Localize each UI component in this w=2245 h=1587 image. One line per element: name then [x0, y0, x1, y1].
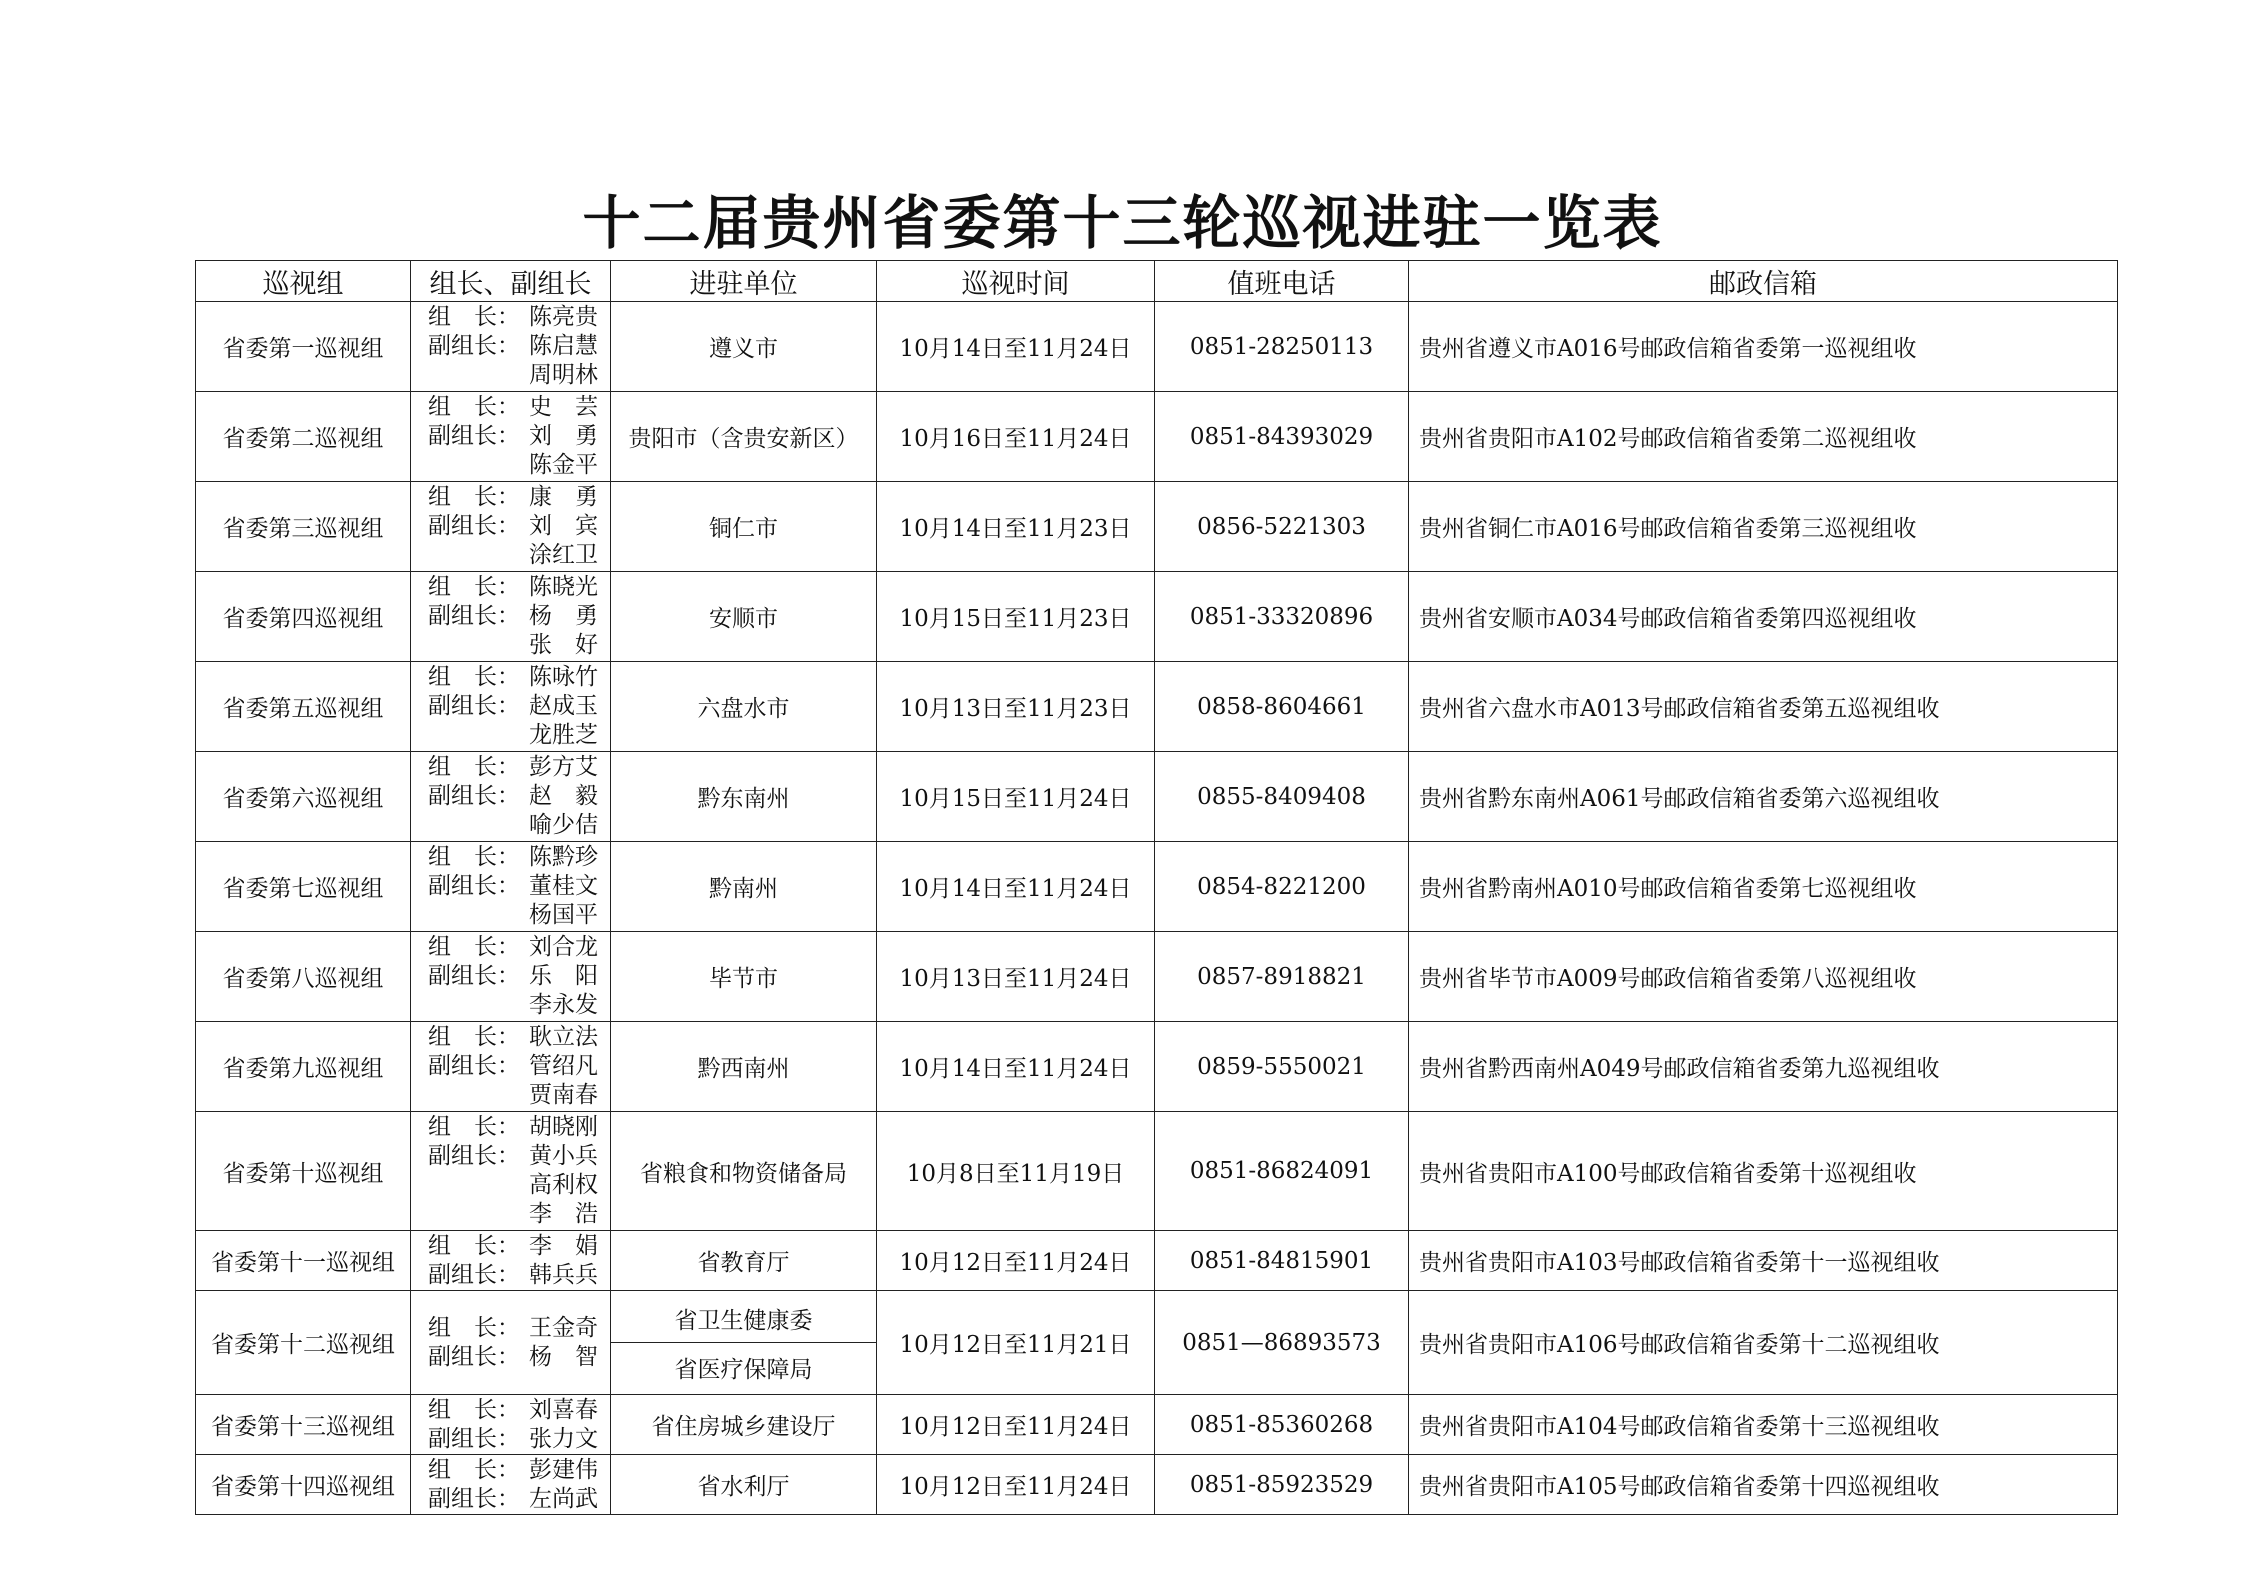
deputy-label: 副组长：: [428, 783, 520, 809]
group-cell: 省委第三巡视组: [196, 482, 411, 572]
leader-label: 组 长：: [428, 1314, 520, 1341]
period-cell: 10月14日至11月24日: [877, 302, 1155, 392]
unit-cell: 省粮食和物资储备局: [611, 1112, 877, 1231]
leader-label: 组 长：: [428, 754, 520, 780]
deputy-label: 副组长：: [428, 333, 520, 359]
table-row: [196, 842, 2118, 932]
leaders-cell: [411, 842, 611, 932]
group-cell: 省委第四巡视组: [196, 572, 411, 662]
phone-cell: 0851—86893573: [1155, 1291, 1409, 1395]
header-unit: 进驻单位: [611, 261, 877, 302]
deputy-name: 管绍凡: [529, 1053, 598, 1079]
table-header-row: [196, 261, 2118, 302]
unit-cell: 遵义市: [611, 302, 877, 392]
deputy-label: 副组长：: [428, 1343, 520, 1370]
mailbox-cell: 贵州省贵阳市A103号邮政信箱省委第十一巡视组收: [1409, 1231, 2118, 1291]
leaders-cell: [411, 1231, 611, 1291]
table-row: [196, 392, 2118, 482]
group-cell: 省委第十二巡视组: [196, 1291, 411, 1395]
leader-name: 彭建伟: [529, 1456, 598, 1483]
phone-cell: 0851-84393029: [1155, 392, 1409, 482]
header-mailbox: 邮政信箱: [1409, 261, 2118, 302]
period-cell: 10月12日至11月24日: [877, 1231, 1155, 1291]
mailbox-cell: 贵州省黔西南州A049号邮政信箱省委第九巡视组收: [1409, 1022, 2118, 1112]
deputy-label: 副组长：: [428, 873, 520, 899]
leader-name: 王金奇: [529, 1314, 598, 1341]
leader-name: 陈咏竹: [529, 664, 598, 690]
mailbox-cell: 贵州省六盘水市A013号邮政信箱省委第五巡视组收: [1409, 662, 2118, 752]
group-cell: 省委第二巡视组: [196, 392, 411, 482]
mailbox-cell: 贵州省贵阳市A106号邮政信箱省委第十二巡视组收: [1409, 1291, 2118, 1395]
period-cell: 10月13日至11月23日: [877, 662, 1155, 752]
table-row: [196, 1291, 2118, 1395]
table-row: [196, 482, 2118, 572]
deputy-name: 周明林: [529, 362, 598, 388]
leader-name: 陈亮贵: [529, 304, 598, 330]
deputy-label: 副组长：: [428, 1261, 520, 1288]
deputy-name: 龙胜芝: [529, 722, 598, 748]
table-row: [196, 1231, 2118, 1291]
table-row: [196, 662, 2118, 752]
deputy-name: 杨 勇: [529, 603, 598, 629]
table-row: [196, 752, 2118, 842]
deputy-label: 副组长：: [428, 1485, 520, 1512]
deputy-name: 左尚武: [529, 1485, 598, 1512]
phone-cell: 0851-84815901: [1155, 1231, 1409, 1291]
leader-label: 组 长：: [428, 1232, 520, 1259]
deputy-label: 副组长：: [428, 963, 520, 989]
leaders-cell: [411, 302, 611, 392]
deputy-name: 韩兵兵: [529, 1261, 598, 1288]
deputy-name: 陈金平: [529, 452, 598, 478]
phone-cell: 0851-85923529: [1155, 1455, 1409, 1515]
leader-name: 刘合龙: [529, 934, 598, 960]
leaders-cell: [411, 1291, 611, 1395]
leader-name: 胡晓刚: [529, 1114, 598, 1140]
table-row: [196, 932, 2118, 1022]
deputy-name: 黄小兵: [529, 1143, 598, 1169]
leaders-cell: [411, 482, 611, 572]
period-cell: 10月12日至11月21日: [877, 1291, 1155, 1395]
unit-cell: 黔东南州: [611, 752, 877, 842]
phone-cell: 0859-5550021: [1155, 1022, 1409, 1112]
period-cell: 10月14日至11月23日: [877, 482, 1155, 572]
leader-name: 康 勇: [529, 484, 598, 510]
deputy-name: 张力文: [529, 1425, 598, 1452]
leaders-cell: [411, 1455, 611, 1515]
leader-label: 组 长：: [428, 1114, 520, 1140]
period-cell: 10月8日至11月19日: [877, 1112, 1155, 1231]
period-cell: 10月12日至11月24日: [877, 1395, 1155, 1455]
header-period: 巡视时间: [877, 261, 1155, 302]
deputy-name: 喻少佶: [529, 812, 598, 838]
mailbox-cell: 贵州省安顺市A034号邮政信箱省委第四巡视组收: [1409, 572, 2118, 662]
group-cell: 省委第十四巡视组: [196, 1455, 411, 1515]
deputy-name: 乐 阳: [529, 963, 598, 989]
deputy-name: 杨 智: [529, 1343, 598, 1370]
table-row: [196, 302, 2118, 392]
group-cell: 省委第十三巡视组: [196, 1395, 411, 1455]
leader-name: 刘喜春: [529, 1396, 598, 1423]
leader-label: 组 长：: [428, 574, 520, 600]
header-leaders: 组长、副组长: [411, 261, 611, 302]
leader-label: 组 长：: [428, 1456, 520, 1483]
group-cell: 省委第一巡视组: [196, 302, 411, 392]
leaders-cell: [411, 662, 611, 752]
deputy-name: 贾南春: [529, 1082, 598, 1108]
leader-label: 组 长：: [428, 484, 520, 510]
leaders-cell: [411, 1112, 611, 1231]
deputy-name: 李 浩: [529, 1201, 598, 1227]
leader-label: 组 长：: [428, 844, 520, 870]
leaders-cell: [411, 572, 611, 662]
mailbox-cell: 贵州省黔东南州A061号邮政信箱省委第六巡视组收: [1409, 752, 2118, 842]
group-cell: 省委第九巡视组: [196, 1022, 411, 1112]
group-cell: 省委第六巡视组: [196, 752, 411, 842]
mailbox-cell: 贵州省贵阳市A102号邮政信箱省委第二巡视组收: [1409, 392, 2118, 482]
mailbox-cell: 贵州省黔南州A010号邮政信箱省委第七巡视组收: [1409, 842, 2118, 932]
period-cell: 10月14日至11月24日: [877, 1022, 1155, 1112]
leader-name: 耿立法: [529, 1024, 598, 1050]
leaders-cell: [411, 1395, 611, 1455]
unit-cell: 六盘水市: [611, 662, 877, 752]
phone-cell: 0858-8604661: [1155, 662, 1409, 752]
group-cell: 省委第八巡视组: [196, 932, 411, 1022]
leader-name: 陈晓光: [529, 574, 598, 600]
deputy-name: 赵成玉: [529, 693, 598, 719]
mailbox-cell: 贵州省贵阳市A100号邮政信箱省委第十巡视组收: [1409, 1112, 2118, 1231]
leader-label: 组 长：: [428, 1024, 520, 1050]
table-row: [196, 1022, 2118, 1112]
phone-cell: 0857-8918821: [1155, 932, 1409, 1022]
unit-name: 省卫生健康委: [674, 1307, 813, 1334]
group-cell: 省委第十巡视组: [196, 1112, 411, 1231]
leader-label: 组 长：: [428, 664, 520, 690]
phone-cell: 0851-85360268: [1155, 1395, 1409, 1455]
leaders-cell: [411, 932, 611, 1022]
unit-cell: 省教育厅: [611, 1231, 877, 1291]
unit-cell: [611, 1291, 877, 1395]
phone-cell: 0851-86824091: [1155, 1112, 1409, 1231]
group-cell: 省委第七巡视组: [196, 842, 411, 932]
unit-cell: 铜仁市: [611, 482, 877, 572]
mailbox-cell: 贵州省遵义市A016号邮政信箱省委第一巡视组收: [1409, 302, 2118, 392]
group-cell: 省委第五巡视组: [196, 662, 411, 752]
phone-cell: 0855-8409408: [1155, 752, 1409, 842]
period-cell: 10月12日至11月24日: [877, 1455, 1155, 1515]
deputy-label: 副组长：: [428, 1053, 520, 1079]
period-cell: 10月15日至11月24日: [877, 752, 1155, 842]
mailbox-cell: 贵州省铜仁市A016号邮政信箱省委第三巡视组收: [1409, 482, 2118, 572]
period-cell: 10月14日至11月24日: [877, 842, 1155, 932]
page-title: 十二届贵州省委第十三轮巡视进驻一览表: [582, 189, 1663, 257]
deputy-name: 高利权: [529, 1172, 598, 1198]
mailbox-cell: 贵州省贵阳市A104号邮政信箱省委第十三巡视组收: [1409, 1395, 2118, 1455]
deputy-name: 杨国平: [529, 902, 598, 928]
group-cell: 省委第十一巡视组: [196, 1231, 411, 1291]
leaders-cell: [411, 752, 611, 842]
phone-cell: 0854-8221200: [1155, 842, 1409, 932]
period-cell: 10月16日至11月24日: [877, 392, 1155, 482]
deputy-label: 副组长：: [428, 693, 520, 719]
unit-cell: 黔南州: [611, 842, 877, 932]
table-row: [196, 1455, 2118, 1515]
mailbox-cell: 贵州省贵阳市A105号邮政信箱省委第十四巡视组收: [1409, 1455, 2118, 1515]
period-cell: 10月15日至11月23日: [877, 572, 1155, 662]
header-group: 巡视组: [196, 261, 411, 302]
leader-name: 彭方艾: [529, 754, 598, 780]
unit-cell: 安顺市: [611, 572, 877, 662]
unit-cell: 黔西南州: [611, 1022, 877, 1112]
leader-label: 组 长：: [428, 934, 520, 960]
deputy-name: 涂红卫: [529, 542, 598, 568]
unit-name: 省医疗保障局: [611, 1342, 876, 1391]
inspection-table: [195, 260, 2118, 1515]
leader-label: 组 长：: [428, 394, 520, 420]
deputy-name: 刘 宾: [529, 513, 598, 539]
deputy-name: 陈启慧: [529, 333, 598, 359]
phone-cell: 0856-5221303: [1155, 482, 1409, 572]
table-row: [196, 1112, 2118, 1231]
deputy-label: 副组长：: [428, 603, 520, 629]
deputy-name: 赵 毅: [529, 783, 598, 809]
unit-cell: 省水利厅: [611, 1455, 877, 1515]
table-row: [196, 572, 2118, 662]
leader-name: 李 娟: [529, 1232, 598, 1259]
deputy-name: 张 好: [529, 632, 598, 658]
deputy-label: 副组长：: [428, 423, 520, 449]
deputy-name: 李永发: [529, 992, 598, 1018]
leaders-cell: [411, 1022, 611, 1112]
header-phone: 值班电话: [1155, 261, 1409, 302]
mailbox-cell: 贵州省毕节市A009号邮政信箱省委第八巡视组收: [1409, 932, 2118, 1022]
unit-cell: 毕节市: [611, 932, 877, 1022]
deputy-label: 副组长：: [428, 513, 520, 539]
deputy-name: 董桂文: [529, 873, 598, 899]
unit-cell: 贵阳市（含贵安新区）: [611, 392, 877, 482]
table-row: [196, 1395, 2118, 1455]
deputy-name: 刘 勇: [529, 423, 598, 449]
deputy-label: 副组长：: [428, 1143, 520, 1169]
leader-name: 史 芸: [529, 394, 598, 420]
period-cell: 10月13日至11月24日: [877, 932, 1155, 1022]
leader-label: 组 长：: [428, 1396, 520, 1423]
unit-cell: 省住房城乡建设厅: [611, 1395, 877, 1455]
deputy-label: 副组长：: [428, 1425, 520, 1452]
leaders-cell: [411, 392, 611, 482]
leader-label: 组 长：: [428, 304, 520, 330]
phone-cell: 0851-33320896: [1155, 572, 1409, 662]
leader-name: 陈黔珍: [529, 844, 598, 870]
phone-cell: 0851-28250113: [1155, 302, 1409, 392]
